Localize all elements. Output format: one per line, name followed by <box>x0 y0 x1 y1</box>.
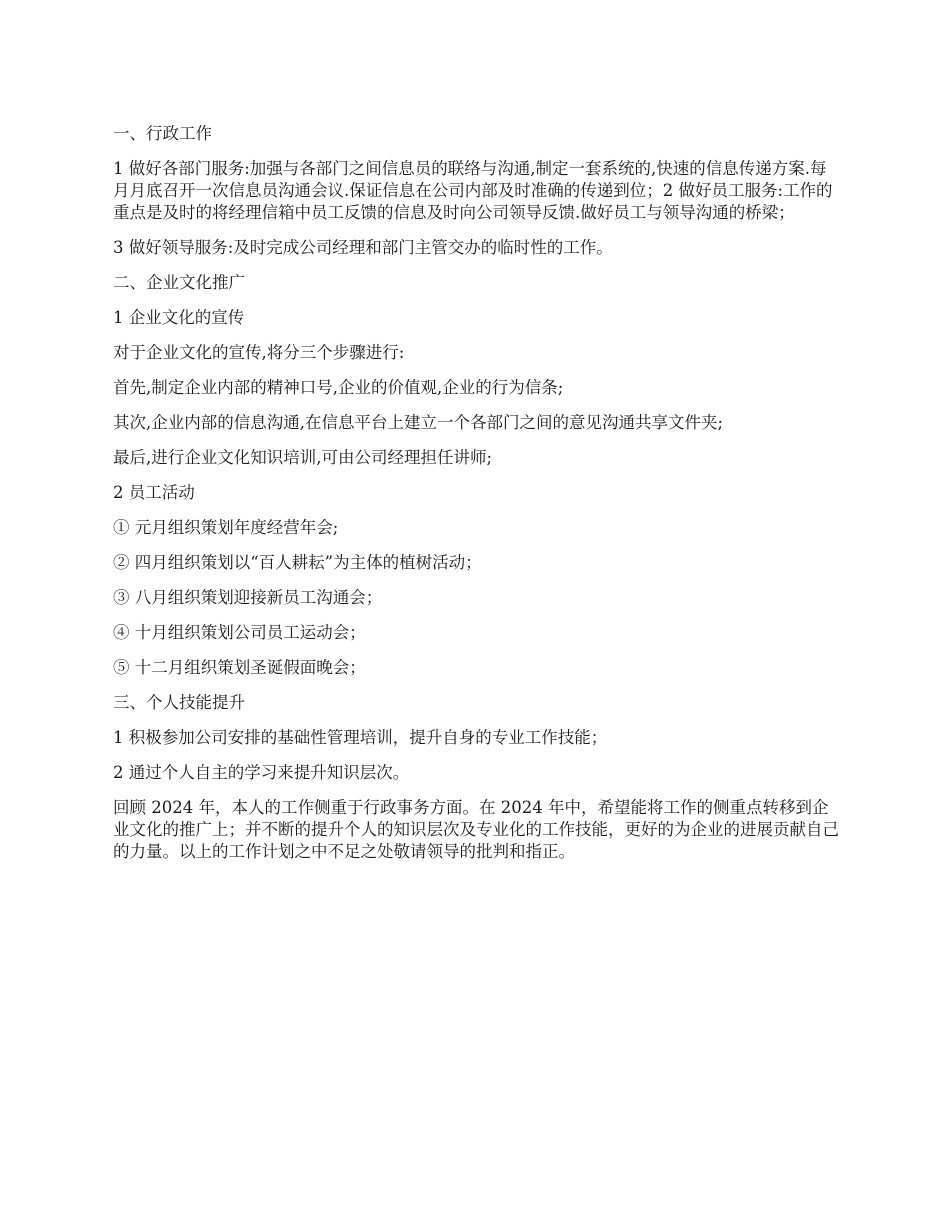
paragraph-step-last: 最后,进行企业文化知识培训,可由公司经理担任讲师; <box>113 448 493 467</box>
document-body <box>113 123 843 876</box>
paragraph-step-second: 其次,企业内部的信息沟通,在信息平台上建立一个各部门之间的意见沟通共享文件夹; <box>113 413 724 432</box>
paragraph-department-and-staff-service: 1 做好各部门服务:加强与各部门之间信息员的联络与沟通,制定一套系统的,快速的信息传递方案.每月月底召开一次信息员沟通会议.保证信息在公司内部及时准确的传递到位；2 做好员工服务:工作的重点是及时的将经理信箱中员工反馈的信息及时向公司领导反馈.做好员工与领导沟通的桥梁； <box>113 159 833 222</box>
paragraph-summary: 回顾 2024 年，本人的工作侧重于行政事务方面。在 2024 年中，希望能将工作的侧重点转移到企业文化的推广上；并不断的提升个人的知识层次及专业化的工作技能，更好的为企业的进展贡献自己的力量。以上的工作计划之中不足之处敬请领导的批判和指正。 <box>113 798 839 861</box>
paragraph-three-steps: 对于企业文化的宣传,将分三个步骤进行: <box>113 343 405 362</box>
subheading-culture-promotion: 1 企业文化的宣传 <box>113 308 245 327</box>
section-heading-culture: 二、企业文化推广 <box>113 273 245 292</box>
subheading-staff-activities: 2 员工活动 <box>113 483 195 502</box>
activity-item: ③ 八月组织策划迎接新员工沟通会； <box>113 588 383 607</box>
paragraph-self-study: 2 通过个人自主的学习来提升知识层次。 <box>113 763 410 782</box>
paragraph-step-first: 首先,制定企业内部的精神口号,企业的价值观,企业的行为信条; <box>113 378 564 397</box>
activity-item: ⑤ 十二月组织策划圣诞假面晚会； <box>113 658 366 677</box>
paragraph-leader-service: 3 做好领导服务:及时完成公司经理和部门主管交办的临时性的工作。 <box>113 238 613 257</box>
section-heading-skills: 三、个人技能提升 <box>113 693 245 712</box>
paragraph-skill-training: 1 积极参加公司安排的基础性管理培训，提升自身的专业工作技能； <box>113 728 608 747</box>
activity-item: ④ 十月组织策划公司员工运动会； <box>113 623 366 642</box>
section-heading-admin: 一、行政工作 <box>113 124 212 143</box>
activity-item: ① 元月组织策划年度经营年会; <box>113 518 339 537</box>
activity-item: ② 四月组织策划以“百人耕耘”为主体的植树活动； <box>113 553 482 572</box>
